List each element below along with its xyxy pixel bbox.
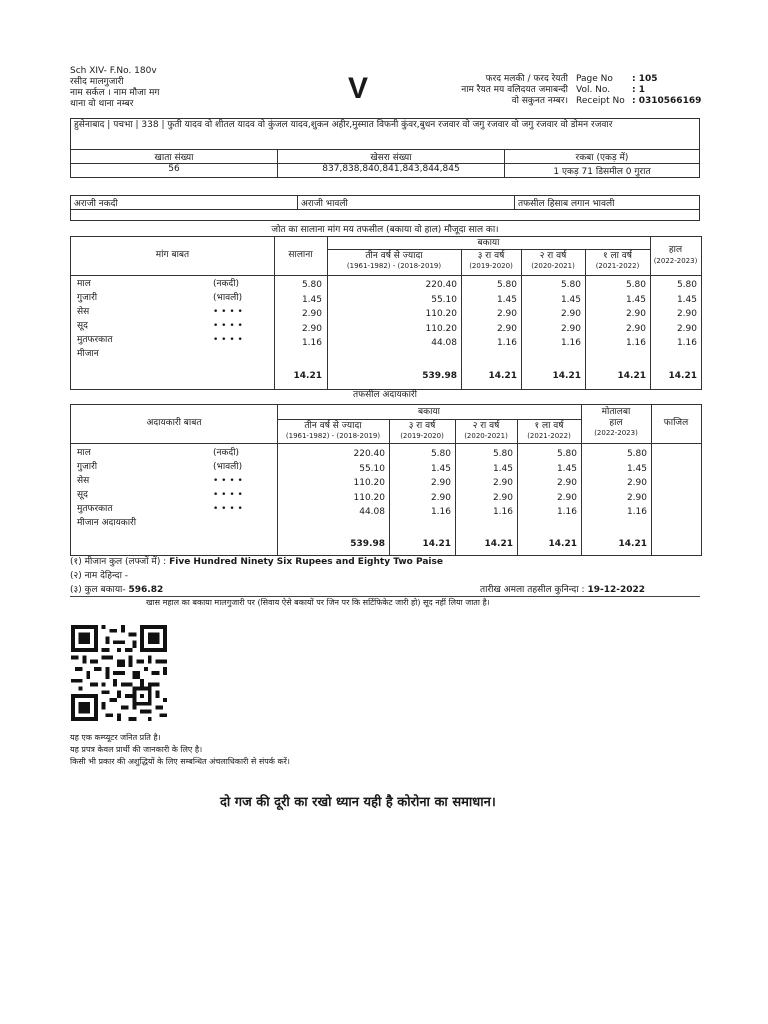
demand-total-hal: 14.21 (668, 371, 697, 381)
rakba-value: 1 एकड़ 71 डिसमील 0 गुरात (505, 164, 700, 178)
fard-malki: फरद मलकी / फरद रेयती (485, 74, 568, 84)
araji-table (70, 195, 700, 221)
demand-total-y2: 14.21 (552, 371, 581, 381)
sch-number: Sch XIV- F.No. 180v (70, 66, 157, 76)
tarikh-line (480, 585, 645, 596)
header-ids (576, 74, 706, 107)
computer-notes (70, 732, 290, 768)
row-label-sud: सूद (77, 321, 88, 331)
naam-dehinda: (२) नाम देहिन्दा - (70, 571, 129, 581)
address-box (70, 118, 700, 150)
tarikh-value: 19-12-2022 (587, 585, 646, 595)
row-label-mijan: मीजान (77, 349, 99, 359)
kul-bakaya-label: (३) कुल बकाया- (70, 585, 126, 595)
adayakari-header: अदायकारी बाबत (146, 418, 202, 428)
pay-total-y1: 14.21 (548, 539, 577, 549)
row-label-gujari: गुजारी (77, 293, 98, 303)
araji-nakdi: अराजी नकदी (71, 196, 298, 210)
tafsil-hisab: तफसील हिसाब लगान भावली (515, 196, 700, 210)
big-v-mark: V (348, 72, 369, 105)
mijan-kul-words: Five Hundred Ninety Six Rupees and Eighty Two Paise (169, 557, 443, 567)
vol-no-value: : 1 (632, 85, 645, 95)
kul-bakaya-line (70, 585, 163, 596)
corona-slogan: दो गज की दूरी का रखो ध्यान यही है कोरोना का समाधान। (220, 795, 496, 810)
payment-table (70, 404, 702, 556)
receipt-no-label: Receipt No (576, 96, 625, 106)
teen-varsh-header: तीन वर्ष से ज्यादा (1961-1982) - (2018-2019) (346, 251, 442, 270)
khata-value: 56 (71, 164, 278, 178)
sakunat: वो सकुनत नम्बर। (511, 96, 568, 106)
pay-total-hal: 14.21 (618, 539, 647, 549)
salana-header: सालाना (288, 250, 313, 260)
payment-title: तफसील अदायकारी (353, 390, 417, 400)
khesra-header: खेसरा संख्या (278, 150, 505, 164)
mijan-kul-line (70, 557, 443, 568)
araji-bhawli: अराजी भावली (298, 196, 515, 210)
header-mid-right (448, 74, 568, 107)
page-no-label: Page No (576, 74, 613, 84)
demand-table (70, 236, 702, 390)
rakba-header: रकबा (एकड़ में) (505, 150, 700, 164)
salana-values: 5.80 1.45 2.90 2.90 1.16 (301, 280, 322, 348)
kul-bakaya-value: 596.82 (128, 585, 164, 595)
tarikh-label: तारीख अमला तहसील कुनिन्दा : (480, 585, 585, 595)
pay-y1-values: 5.80 1.45 2.90 2.90 1.16 (556, 449, 577, 517)
payment-bakaya-header: बकाया (418, 407, 440, 417)
fazil-header: फाजिल (663, 418, 689, 428)
pay-y2-header: २ रा वर्ष (2020-2021) (464, 421, 508, 440)
y3-header: ३ रा वर्ष (2019-2020) (469, 251, 513, 270)
bakaya-header: बकाया (477, 238, 500, 248)
payment-row-tags: (नकदी) (भावली) • • • • • • • • • • • • (213, 448, 243, 514)
y1-values: 5.80 1.45 2.90 2.90 1.16 (625, 280, 646, 348)
land-table (70, 149, 700, 178)
row-label-mutfarkat: मुतफरकात (77, 335, 113, 345)
address-line: हुसेनाबाद | पचभा | 338 | फुती यादव वो शीतल यादव वो कुंजल यादव,शुकन अहीर,मुस्मात विफनी कुंवर,बुधन रजवार वो जगु रजवार वो जगु रजवार वो डोमन रजवार (74, 120, 613, 130)
pay-y3-header: ३ रा वर्ष (2019-2020) (400, 421, 444, 440)
payment-row-labels: माल गुजारी सेस सूद मुतफरकात मीजान अदायकारी (77, 448, 137, 528)
demand-total-y3: 14.21 (488, 371, 517, 381)
y2-values: 5.80 1.45 2.90 2.90 1.16 (560, 280, 581, 348)
computer-note-2: यह प्रपत्र केवल प्रार्थी की जानकारी के लिए है। (70, 745, 203, 754)
rasid-malguzari: रसीद मालगुजारी (70, 77, 124, 87)
page-no-value: : 105 (632, 74, 658, 84)
demand-title: जोत का सालाना मांग मय तफसील (बकाया वो हाल) मौजूदा साल का। (271, 225, 499, 235)
pay-y2-values: 5.80 1.45 2.90 2.90 1.16 (492, 449, 513, 517)
row-label-mal: माल (77, 279, 91, 289)
computer-note-1: यह एक कम्प्यूटर जनित प्रति है। (70, 733, 161, 742)
receipt-no-value: : 0310566169 (632, 96, 702, 106)
teen-values: 220.40 55.10 110.20 110.20 44.08 (425, 280, 457, 348)
vol-no-label: Vol. No. (576, 85, 611, 95)
demand-row-labels (77, 277, 177, 361)
row-label-ses: सेस (77, 307, 90, 317)
demand-row-tags: (नकदी) (भावली) • • • • • • • • • • • • (213, 279, 243, 345)
header-left (70, 66, 159, 110)
pay-total-y3: 14.21 (422, 539, 451, 549)
khesra-value: 837,838,840,841,843,844,845 (278, 164, 505, 178)
qr-code (70, 625, 168, 721)
pay-total-teen: 539.98 (350, 539, 385, 549)
pay-total-y2: 14.21 (484, 539, 513, 549)
naam-circle: नाम सर्कल । नाम मौजा मग (70, 88, 160, 98)
y2-header: २ रा वर्ष (2020-2021) (531, 251, 575, 270)
hal-values: 5.80 1.45 2.90 2.90 1.16 (676, 280, 697, 348)
y1-header: १ ला वर्ष (2021-2022) (595, 251, 640, 270)
demand-total-salana: 14.21 (293, 371, 322, 381)
mijan-kul-label: (१) मीजान कुल (लफ्जों में) : (70, 557, 167, 567)
khata-header: खाता संख्या (71, 150, 278, 164)
mang-babat-header: मांग बाबत (155, 250, 190, 260)
sud-note: खास महाल का बकाया मालगुजारी पर (सिवाय ऐसे बकायों पर जिन पर कि सर्टिफिकेट जारी हो) सूद नहीं लिया जाता है। (146, 598, 490, 607)
pay-hal-values: 5.80 1.45 2.90 2.90 1.16 (626, 449, 647, 517)
naam-raiyat: नाम रैयत मय वलिदयत जमाबन्दी (461, 85, 568, 95)
motalba-header: मोतालबा हाल (2022-2023) (594, 407, 638, 437)
thana-label: थाना वो थाना नम्बर (70, 99, 134, 109)
pay-teen-values: 220.40 55.10 110.20 110.20 44.08 (353, 449, 385, 517)
pay-y1-header: १ ला वर्ष (2021-2022) (527, 421, 571, 440)
computer-note-3: किसी भी प्रकार की अशुद्धियों के लिए सम्बन्धित अंचलाधिकारी से संपर्क करें। (70, 757, 290, 766)
y3-values: 5.80 1.45 2.90 2.90 1.16 (496, 280, 517, 348)
demand-total-teen: 539.98 (422, 371, 457, 381)
hal-header: हाल (668, 245, 683, 255)
pay-y3-values: 5.80 1.45 2.90 2.90 1.16 (430, 449, 451, 517)
demand-total-y1: 14.21 (617, 371, 646, 381)
pay-teen-header: तीन वर्ष से ज्यादा (1961-1982) - (2018-2019) (285, 421, 381, 440)
hal-years: (2022-2023) (653, 257, 698, 265)
